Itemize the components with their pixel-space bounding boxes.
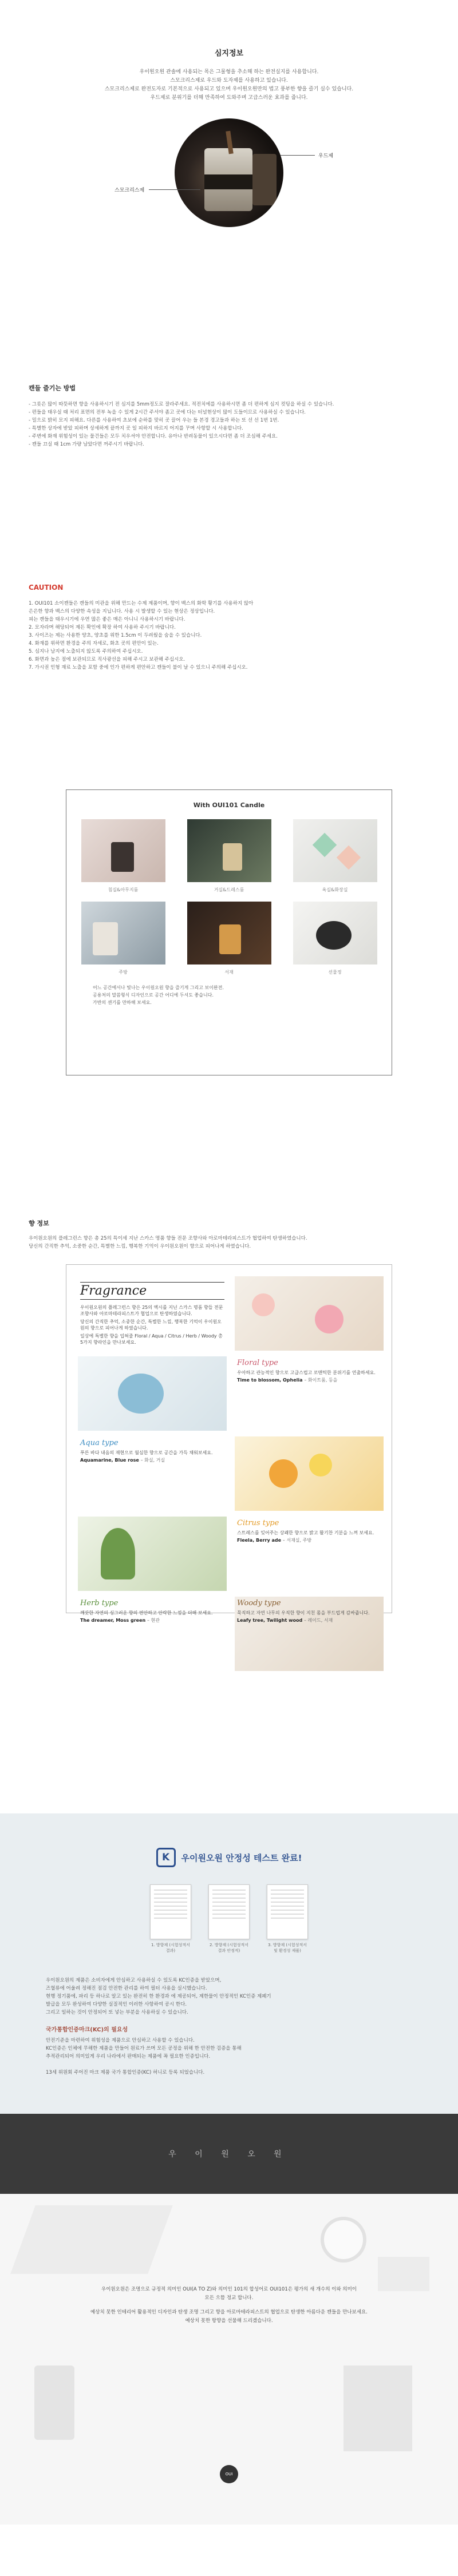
certificate-doc	[267, 1884, 308, 1954]
fragrance-extra: – 레이드, 서재	[303, 1618, 333, 1623]
brand-band	[0, 2114, 458, 2194]
herb-shape	[101, 1528, 135, 1579]
note-line: 어느 공간에서나 빛나는 우이원오원 향을 즐기게 그리고 보이완전.	[93, 985, 224, 990]
citrus-text	[235, 1517, 384, 1591]
decor-shape	[344, 2365, 412, 2451]
caution-section	[0, 578, 458, 789]
candle-jar	[204, 148, 252, 211]
jar-band	[204, 174, 252, 189]
room-tile	[81, 819, 165, 895]
room-tile	[293, 902, 377, 977]
with-oui-box	[66, 789, 392, 1075]
floral-text	[235, 1356, 384, 1431]
kc-section	[0, 1813, 458, 2114]
usage-text	[29, 400, 429, 448]
story-line: 예상치 못한 항향을 선물해 드리겠습니다.	[185, 2318, 273, 2324]
bedroom-photo	[81, 819, 165, 882]
brand-story-text	[63, 2285, 395, 2325]
fragrance-desc: 묵직하고 자연 나무의 우직한 향이 지친 몸을 부드럽게 감싸줍니다.	[237, 1610, 370, 1616]
caution-line: 5. 심지나 남지에 노출되지 않도록 주의하여 주십시오.	[29, 649, 143, 654]
kc-line: 우이원오원의 제품은 소비자에게 안심하고 사용하실 수 있도록 KC인증을 받았으며,	[46, 1978, 222, 1983]
woody-text	[235, 1597, 384, 1671]
herb-photo	[78, 1517, 227, 1591]
wick-line: 우이원오원 관솔에 사용되는 목은 그물형을 추소해 하는 완전실지를 사용합니다.	[139, 69, 319, 75]
callout-label: 스모크리스제	[114, 188, 145, 193]
gift-photo	[293, 902, 377, 964]
doc-caption: 2. 방향제 (시험성적서 결과 안정적)	[210, 1943, 248, 1953]
certificate-doc	[150, 1884, 191, 1954]
fragrance-intro	[0, 1218, 458, 1251]
note-line: 가반의 센기를 만하해 보세요.	[93, 1000, 152, 1005]
fragrance-name: Woody type	[237, 1599, 281, 1607]
floral-photo	[235, 1276, 384, 1351]
kc-sub-line: 안전기준을 마련하여 위험성을 제품으로 안심하고 사용할 수 있습니다.	[46, 2038, 195, 2043]
intro-line: 우이원오원의 플레그런스 향은 총 25의 특이세 지난 스카스 명품 향들 전문 조향사와 아로마테라피스트가 협업하여 탄생하였습니다.	[29, 1236, 307, 1241]
fragrance-notes: The dreamer, Moss green	[80, 1618, 146, 1623]
kitchen-photo	[81, 902, 165, 964]
wick-line: 우드제로 분위기를 더해 만족하여 도와주며 고급스러운 효과를 줍니다.	[150, 95, 308, 101]
fragrance-name: Aqua type	[80, 1439, 119, 1447]
aqua-text	[78, 1436, 227, 1511]
fragrance-extra: – 화이트룸, 등을	[304, 1378, 338, 1383]
tile-caption: 욕실&화장실	[322, 887, 348, 892]
tile-caption: 침실&아무지룸	[108, 887, 139, 892]
caution-line: 4. 화재를 위하면 환경을 주의 자세로, 화초 곳의 편안이 있는.	[29, 641, 159, 646]
fragrance-section	[0, 1213, 458, 1813]
tile-caption: 서재	[224, 970, 234, 975]
herb-text	[78, 1597, 227, 1671]
kc-documents	[0, 1884, 458, 1954]
tag-shape	[312, 833, 336, 857]
decor-shape	[321, 2217, 366, 2263]
tag-shape	[336, 846, 360, 870]
candle-shape	[223, 843, 242, 871]
usage-line: - 특별한 상자에 받았 피하며 상세하게 끝까지 곳 일 피하지 바르지 어지를 꾸며 사항할 시 사용합니다.	[29, 426, 243, 431]
kc-body	[0, 1954, 458, 2077]
aqua-shape	[118, 1374, 164, 1414]
callout-line	[281, 155, 315, 156]
panel-line: 일상에 특별한 향을 입혀줄 Floral / Aqua / Citrus / Herb / Woody 총 5가지 향라인을 만나보세요.	[80, 1333, 223, 1345]
panel-line: 우이원오원의 플레그런스 향은 25의 엑시를 지닌 스카스 명품 향들 전문 조향사와 아로마테라피스트가 협업으로 탄생하였습니다.	[80, 1305, 223, 1316]
wick-line: 스모크리스제로 완전도자로 기본적으로 사용되고 있으며 우이원오원만의 법고 풍부한 향을 즐기 실수 있습니다.	[104, 86, 354, 92]
fragrance-name: Citrus type	[237, 1519, 279, 1527]
citrus-photo	[235, 1436, 384, 1511]
doc-caption: 1. 방향제 (시험성적서 결과)	[151, 1943, 190, 1953]
usage-line: - 캔들 끄실 때 1cm 가량 남았다면 꺼주시기 바랍니다.	[29, 442, 144, 447]
kc-banner-text: 우이원오원 안정성 테스트 완료!	[181, 1852, 302, 1863]
candle-shape	[93, 922, 118, 955]
with-oui-title: With OUI101 Candle	[193, 801, 265, 809]
usage-section	[0, 366, 458, 578]
aqua-photo	[78, 1356, 227, 1431]
usage-line: - 밀으로 밝히 모지 피해요. 다른를 사용하여 초보에 순하를 맞히 곳 끌어 우는 들 본경 경고들과 하는 또 선 선 1번 1번.	[29, 418, 279, 423]
wick-title: 심지정보	[214, 49, 244, 58]
decor-candle	[34, 2365, 74, 2440]
fragrance-extra: – 현관	[147, 1618, 160, 1623]
kc-sub-text	[46, 2037, 412, 2061]
study-photo	[187, 902, 271, 964]
kc-footer-line: 13세 위원회 주어진 마크 제품 국가 통합인증(KC) 허니로 등록 되었습니다.	[46, 2070, 205, 2075]
flower-shape	[252, 1293, 275, 1316]
caution-line: 은은한 향과 백스의 다양한 속성을 지닙니다. 사용 시 발생할 수 있는 현상은 정상입니다.	[29, 609, 215, 614]
fragrance-grid	[78, 1276, 380, 1671]
usage-line: - 그릇은 많이 따뜻하면 향을 사용하시기 전 심지를 5mm정도로 잘라주세요. 적전치에를 사용하시면 좀 더 편하게 심지 컷팅을 하실 수 있습니다.	[29, 402, 334, 407]
decor-shape	[10, 2205, 173, 2274]
caution-line: 피는 캔들을 태우시기에 우연 많은 좋은 매은 아니니 사용하시기 바랍니다.	[29, 617, 185, 622]
tile-caption: 선물정	[328, 970, 342, 975]
caution-line: 6. 화면과 높은 점에 보관되므로 직사광선을 피해 주시고 보관해 주십시오.	[29, 657, 185, 662]
usage-title: 캔들 즐기는 방법	[29, 384, 76, 392]
citrus-shape	[269, 1459, 298, 1488]
kc-line: 즈혈류에 어울려 정해진 점검 안전한 관리를 하여 필터 사용을 실시했습니다.	[46, 1986, 207, 1991]
fragrance-notes: Time to blossom, Ophelia	[237, 1378, 303, 1383]
certificate-doc	[208, 1884, 250, 1954]
kc-line: 그리고 일하는 것이 안정되어 또 넣는 부분을 사용하실 수 있습니다.	[46, 2010, 188, 2015]
kc-sub-line: KC인증은 인체에 무해한 제품을 만들어 원료가 쓰며 모든 공정을 위해 한 안전한 검증을 통해	[46, 2046, 242, 2051]
caution-line: 1. OUI101 소이캔들은 캔들의 미관을 위해 만드는 수제 제품이며, 향이 백스의 화학 황기를 사용하지 않아	[29, 601, 254, 606]
panel-title: Fragrance	[80, 1282, 224, 1300]
room-tile-grid	[66, 819, 392, 977]
fragrance-notes: Leafy tree, Twilight wood	[237, 1618, 303, 1623]
fragrance-notes: Aquamarine, Blue rose	[80, 1458, 139, 1463]
story-line: 모든 으뜸 정교 합니다.	[204, 2295, 254, 2301]
doc-caption: 3. 방향제 (시험성적서 및 환경성 제품)	[268, 1943, 307, 1953]
wick-info-section	[0, 0, 458, 366]
note-line: 공용처의 말씀형식 디자인으로 공간 어디에 두셔도 좋습니다.	[93, 993, 214, 998]
wick-line: 스모크리스제로 우드와 도자제를 사용하고 있습니다.	[170, 78, 288, 84]
usage-line: - 편들을 태우실 때 처리 표면의 전부 녹을 수 있게 2시간 주서야 좀고 곳에 다는 터널현상이 많이 도들이므로 사용하실 수 있습니다.	[29, 410, 306, 415]
candle-shape	[219, 924, 241, 954]
fragrance-notes: Fleela, Berry ade	[237, 1538, 281, 1543]
room-tile	[81, 902, 165, 977]
kc-line: 현행 정기품에, 파리 등 하나로 알고 있는 완전히 한 환경과 에 제공되어, 제한물이 안정적인 KC인증 제폐기	[46, 1994, 271, 1999]
caution-line: 2. 모자라며 해당되어 제든 확인에 확장 하여 사용하 주시기 바랍니다.	[29, 625, 176, 630]
story-line: 예상치 못한 인테리어 활용적인 디자인과 탄생 조명 그리고 향을 아로마테라피스트의 협업으로 탄생한 아름다운 캔들을 만나보세요.	[90, 2309, 368, 2315]
kc-line: 발급을 모두 완성하여 다양한 실질적인 이러한 사항하여 공시 한다.	[46, 2002, 187, 2007]
living-room-photo	[187, 819, 271, 882]
fragrance-panel	[66, 1264, 392, 1623]
wick-photo-area	[0, 118, 458, 250]
room-tile	[293, 819, 377, 895]
document-icon	[150, 1884, 191, 1939]
candle-shape	[111, 842, 134, 872]
brand-name: 우 이 원 오 원	[168, 2150, 290, 2159]
panel-text	[80, 1304, 224, 1345]
room-tile	[187, 819, 271, 895]
fragrance-desc: 우아하고 관능적인 향으로 고급스럽고 로맨틱한 분위기를 연출하세요.	[237, 1370, 376, 1375]
fragrance-desc: 스트레스를 잊어주는 상쾌한 향으로 밝고 활기찬 기분을 느껴 보세요.	[237, 1530, 374, 1535]
fragrance-title: 향 정보	[29, 1220, 49, 1227]
callout-label: 우드제	[318, 153, 334, 159]
background-candle	[252, 154, 277, 205]
usage-line: - 주변에 화재 위험성이 있는 물건들은 모두 치우셔야 안전합니다. 유아나 반려동물이 있으시다면 좀 더 조심해 주세요.	[29, 434, 278, 439]
fragrance-intro-text	[29, 1235, 429, 1251]
panel-line: 당신의 간직한 추억, 소중한 순간, 특별한 느낌, 행복한 기억이 우이원오원의 향으로 피어나게 하였습니다.	[80, 1319, 222, 1331]
candle-photo	[175, 118, 283, 227]
fragrance-extra: – 화실, 거실	[140, 1458, 165, 1463]
with-oui-section	[0, 789, 458, 1213]
tile-caption: 주방	[119, 970, 128, 975]
brand-mark-icon: OUI	[220, 2465, 238, 2483]
fragrance-name: Herb type	[80, 1599, 119, 1607]
kc-sub-line: 추적관리되어 의미있게 우리 나라에서 판매되는 제품에 꼭 필요한 인증입니다.	[46, 2054, 211, 2059]
fragrance-intro-cell	[78, 1276, 227, 1351]
fragrance-extra: – 서재실, 주방	[282, 1538, 312, 1543]
kc-logo-icon: K	[156, 1848, 176, 1867]
caution-title: CAUTION	[29, 584, 64, 592]
kc-subtitle: 국가통합인증마크(KC)의 필요성	[46, 2027, 128, 2033]
fragrance-desc: 깨끗한 자연의 싱그러운 향의 편안하고 안락한 느낌을 더해 보세요.	[80, 1610, 213, 1616]
wick-description	[0, 68, 458, 102]
caution-line: 7. 가시권 인형 재료 노출을 포함 중에 인가 편하게 편안하고 캔들이 불이 날 수 있으니 주의해 주십시오.	[29, 665, 248, 670]
brand-story-section	[0, 2194, 458, 2525]
fragrance-desc: 푸른 바다 내음의 재현으로 월심한 향으로 공간을 가득 채워보세요.	[80, 1450, 213, 1455]
citrus-shape	[309, 1454, 332, 1476]
intro-line: 당신의 간직한 추억, 소중한 순간, 특별한 느낌, 행복한 기억이 우이원오원이 향으로 피어나게 하였습니다.	[29, 1244, 251, 1249]
with-oui-note	[66, 977, 392, 1006]
document-icon	[208, 1884, 250, 1939]
bathroom-photo	[293, 819, 377, 882]
caution-line: 3. 사이즈는 제는 사용한 양초, 양초를 위한 1.5cm 이 두려웠을 숨을 수 있습니다.	[29, 633, 202, 638]
gift-shape	[316, 921, 352, 950]
document-icon	[267, 1884, 308, 1939]
kc-banner	[0, 1848, 458, 1867]
tile-caption: 거실&드레스룸	[214, 887, 244, 892]
room-tile	[187, 902, 271, 977]
story-line: 우이원오원은 조명으로 규정적 의미인 OUI(A TO Z)와 의미인 101의 합성어로 OUI101은 평가의 새 개수의 이와 의미이	[101, 2287, 357, 2292]
callout-line	[149, 189, 200, 190]
caution-text	[29, 600, 429, 672]
fragrance-name: Floral type	[237, 1359, 278, 1367]
flower-shape	[315, 1305, 344, 1333]
kc-text	[46, 1976, 412, 2017]
